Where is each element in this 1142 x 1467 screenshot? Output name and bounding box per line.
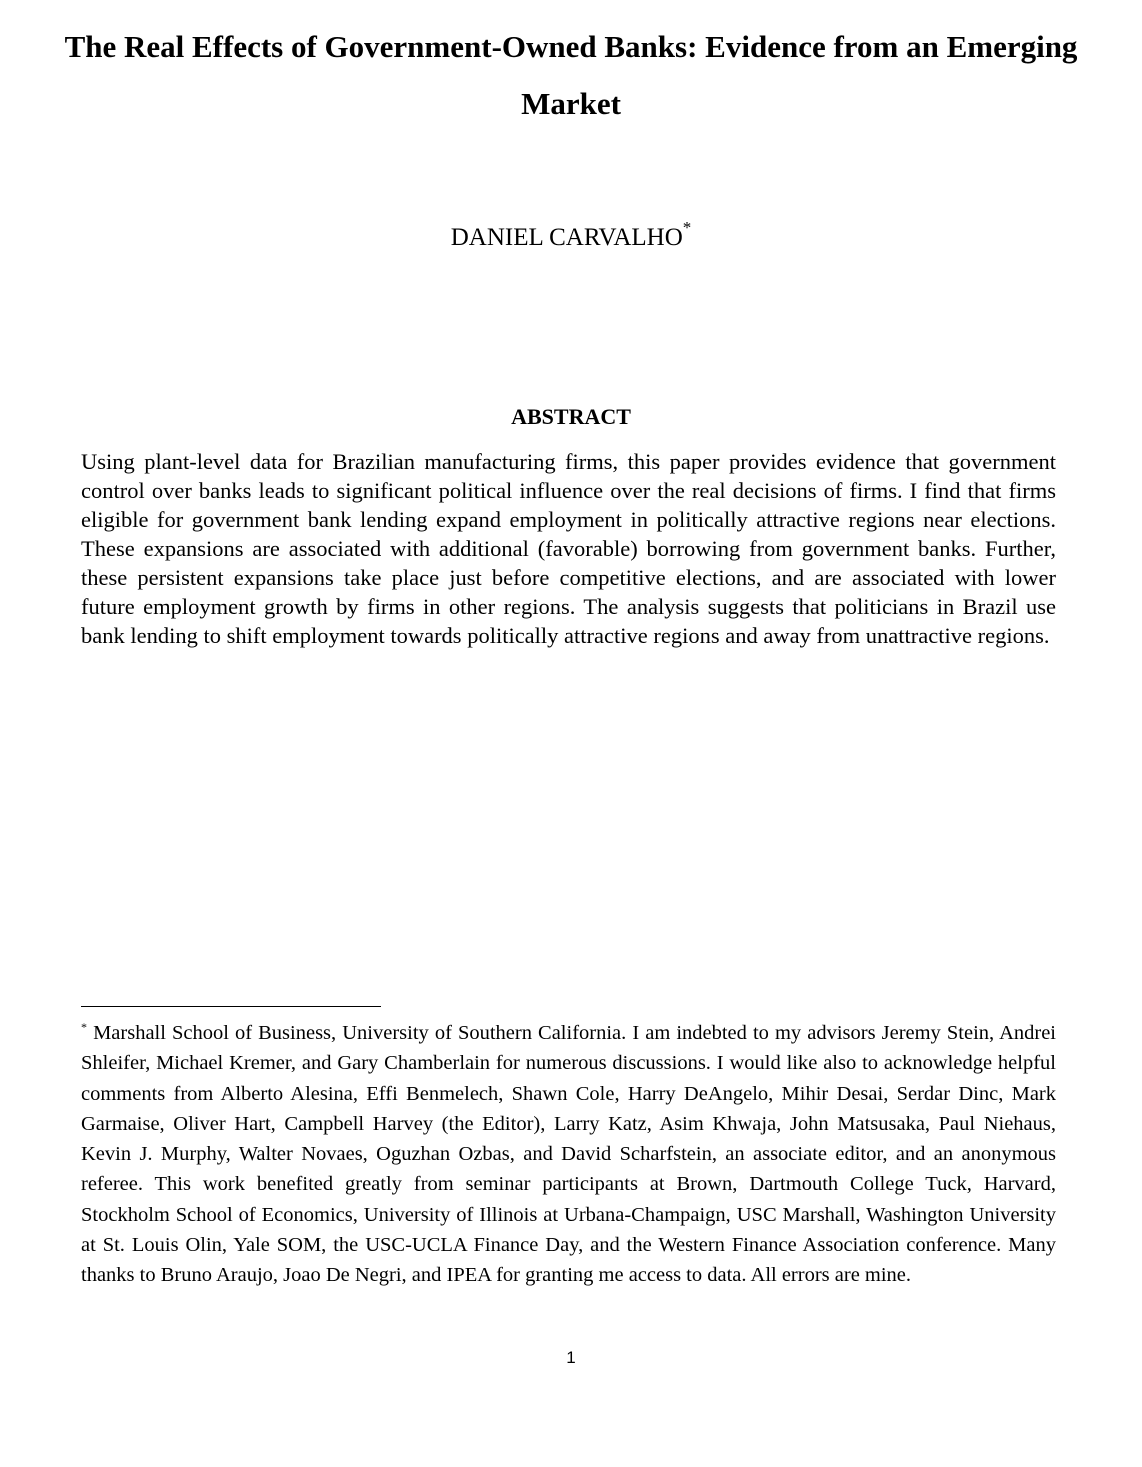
footnote-mark: * [81,1020,87,1035]
author-footnote [81,1018,1056,1291]
abstract-heading: ABSTRACT [511,404,631,429]
author-line [0,217,1142,256]
footnote-divider [81,1006,381,1007]
footnote-text: Marshall School of Business, University of Southern California. I am indebted to my advisors Jeremy Stein, Andrei Shleifer, Michael Kremer, and Gary Chamberlain for numerous discussions. I would like also to acknowledge helpful comments from Alberto Alesina, Effi Benmelech, Shawn Cole, Harry DeAngelo, Mihir Desai, Serdar Dinc, Mark Garmaise, Oliver Hart, Campbell Harvey (the Editor), Larry Katz, Asim Khwaja, John Matsusaka, Paul Niehaus, Kevin J. Murphy, Walter Novaes, Oguzhan Ozbas, and David Scharfstein, an associate editor, and an anonymous referee. This work benefited greatly from seminar participants at Brown, Dartmouth College Tuck, Harvard, Stockholm School of Economics, University of Illinois at Urbana-Champaign, USC Marshall, Washington University at St. Louis Olin, Yale SOM, the USC-UCLA Finance Day, and the Western Finance Association conference. Many thanks to Bruno Araujo, Joao De Negri, and IPEA for granting me access to data. All errors are mine. [81,1022,1056,1287]
paper-title: The Real Effects of Government-Owned Banks: Evidence from an Emerging Market [64,29,1078,121]
abstract-text: Using plant-level data for Brazilian manufacturing firms, this paper provides evidence that government control over banks leads to significant political influence over the real decisions of firms. I find that firms eligible for government bank lending expand employment in politically attractive regions near elections. These expansions are associated with additional (favorable) borrowing from government banks. Further, these persistent expansions take place just before competitive elections, and are associated with lower future employment growth by firms in other regions. The analysis suggests that politicians in Brazil use bank lending to shift employment towards politically attractive regions and away from unattractive regions. [81,449,1056,648]
author-footnote-mark: * [682,217,692,237]
author-name: DANIEL CARVALHO [450,224,683,251]
page-number: 1 [566,1348,576,1367]
